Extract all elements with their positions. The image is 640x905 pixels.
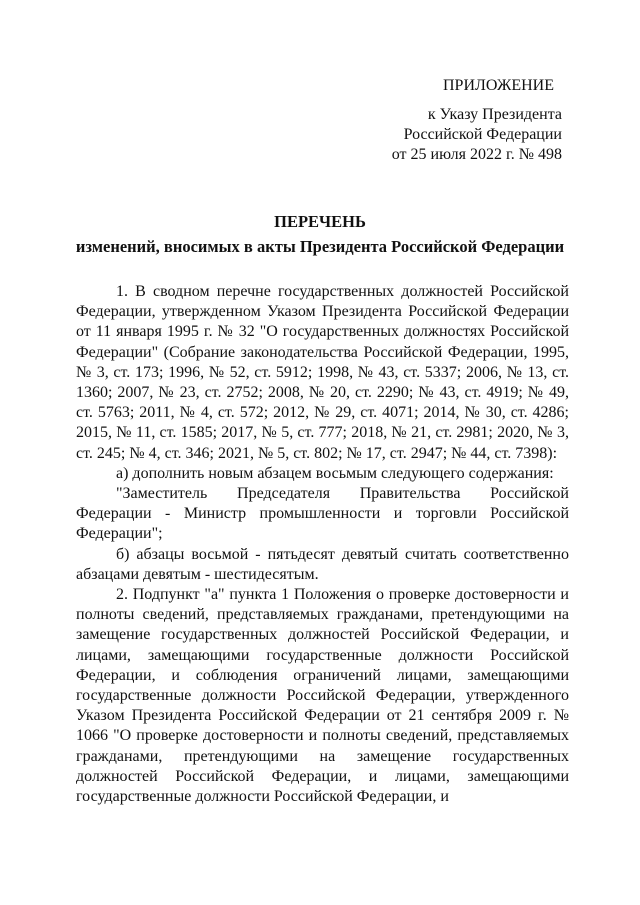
- appendix-title: ПРИЛОЖЕНИЕ: [442, 77, 554, 94]
- appendix-block: [362, 76, 562, 165]
- paragraph-1a: а) дополнить новым абзацем восьмым следующего содержания:: [116, 464, 554, 482]
- appendix-line-country: Российской Федерации: [403, 126, 562, 143]
- paragraph-1: 1. В сводном перечне государственных должностей Российской Федерации, утвержденном Указом Президента Российской Федерации от 11 января 1995 г. № 32 "О государственных должностях Российской Федерации" (Собрание законодательства Российской Федерации, 1995, № 3, ст. 173; 1996, № 52, ст. 5912; 1998, № 43, ст. 5337; 2006, № 13, ст. 1360; 2007, № 23, ст. 2752; 2008, № 20, ст. 2290; № 43, ст. 4919; № 49, ст. 5763; 2011, № 4, ст. 572; 2012, № 29, ст. 4071; 2014, № 30, ст. 4286; 2015, № 11, ст. 1585; 2017, № 5, ст. 777; 2018, № 21, ст. 2981; 2020, № 3, ст. 245; № 4, ст. 346; 2021, № 5, ст. 802; № 17, ст. 2947; № 44, ст. 7398):: [76, 283, 569, 462]
- paragraph-2: 2. Подпункт "а" пункта 1 Положения о проверке достоверности и полноты сведений, представляемых гражданами, претендующими на замещение государственных должностей Российской Федерации, и лицами, замещающими государственные должности Российской Федерации, и соблюдения ограничений лицами, замещающими государственные должности Российской Федерации, утвержденного Указом Президента Российской Федерации от 21 сентября 2009 г. № 1066 "О проверке достоверности и полноты сведений, представляемых гражданами, претендующими на замещение государственных должностей Российской Федерации, и лицами, замещающими государственные должности Российской Федерации, и: [76, 586, 569, 806]
- document-subtitle: изменений, вносимых в акты Президента Российской Федерации: [75, 237, 565, 256]
- paragraph-1b: б) абзацы восьмой - пятьдесят девятый считать соответственно абзацами девятым - шестидесятым.: [76, 545, 569, 583]
- document-title: ПЕРЕЧЕНЬ: [274, 212, 366, 231]
- paragraph-1a-quote: "Заместитель Председателя Правительства Российской Федерации - Министр промышленности и торговли Российской Федерации";: [76, 485, 569, 543]
- appendix-line-decree: к Указу Президента: [427, 106, 562, 123]
- document-body: [76, 282, 569, 807]
- appendix-line-date: от 25 июля 2022 г. № 498: [391, 146, 562, 163]
